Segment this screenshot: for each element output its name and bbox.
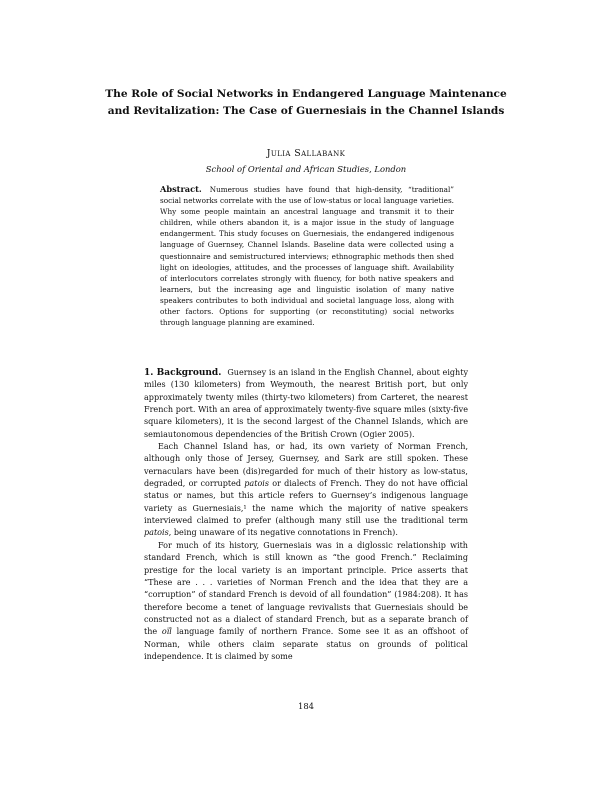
body-text <box>144 367 468 663</box>
paragraph-2-text-c: , being unaware of its negative connotations in French). <box>168 528 398 538</box>
abstract-label: Abstract. <box>160 184 202 194</box>
title-line-2: and Revitalization: The Case of Guernesiais in the Channel Islands <box>107 105 505 117</box>
page-number: 184 <box>298 701 314 711</box>
paragraph-1 <box>144 367 468 441</box>
author-affiliation: School of Oriental and African Studies, London <box>205 164 407 174</box>
paragraph-1-text: Guernsey is an island in the English Channel, about eighty miles (130 kilometers) from Weymouth, the nearest British port, but only approximately twenty miles (thirty-two kilometers) from Carteret, the nearest French port. With an area of approximately twenty-five square miles (sixty-five square kilometers), it is the second largest of the Channel Islands, which are semiautonomous dependencies of the British Crown (Ogier 2005). <box>144 368 469 439</box>
paragraph-2-term-1: patois <box>244 479 269 489</box>
paper-title <box>100 86 512 120</box>
paragraph-2 <box>144 441 468 540</box>
author-name: Julia Sallabank <box>266 148 346 159</box>
paragraph-2-text-b: or dialects of French. They do not have official status or names, but this article refers to Guernsey’s indigenous language variety as Guernesiais,¹ the name which the majority of native speakers interviewed claimed to prefer (although many still use the traditional term <box>144 479 468 526</box>
paragraph-3-term-1: oïl <box>161 627 172 637</box>
paragraph-3-text-a: For much of its history, Guernesiais was in a diglossic relationship with standard French, which is still known as “the good French.” Reclaiming prestige for the local variety is an important principle. Price asserts that “These are . . . varieties of Norman French and the idea that they are a “corruption” of standard French is devoid of all foundation” (1984:208). It has therefore become a tenet of language revivalists that Guernesiais should be constructed not as a dialect of standard French, but as a separate branch of the <box>144 540 468 637</box>
title-line-1: The Role of Social Networks in Endangered Language Maintenance <box>105 88 507 100</box>
section-heading: 1. Background. <box>144 368 222 378</box>
paragraph-2-text-a: Each Channel Island has, or had, its own variety of Norman French, although only those of Jersey, Guernsey, and Sark are still spoken. These vernaculars have been (dis)regarded for much of their history as low-status, degraded, or corrupted <box>144 442 468 489</box>
paragraph-3-text-b: language family of northern France. Some see it as an offshoot of Norman, while others claim separate status on grounds of political independence. It is claimed by some <box>144 627 468 661</box>
paragraph-2-term-2: patois <box>144 528 169 538</box>
abstract-text: Numerous studies have found that high-density, “traditional” social networks correlate with the use of low-status or local language varieties. Why some people maintain an ancestral language and transmit it to their children, while others abandon it, is a major issue in the study of language endangerment. This study focuses on Guernesiais, the endangered indigenous language of Guernsey, Channel Islands. Baseline data were collected using a questionnaire and semistructured interviews; ethnographic methods then shed light on ideologies, attitudes, and the processes of language shift. Availability of interlocutors correlates strongly with fluency, for both native speakers and learners, but the increasing age and linguistic isolation of many native speakers contributes to both individual and societal language loss, along with other factors. Options for supporting (or reconstituting) social networks through language planning are examined. <box>160 185 454 328</box>
abstract <box>160 184 454 328</box>
paragraph-3 <box>144 540 468 663</box>
